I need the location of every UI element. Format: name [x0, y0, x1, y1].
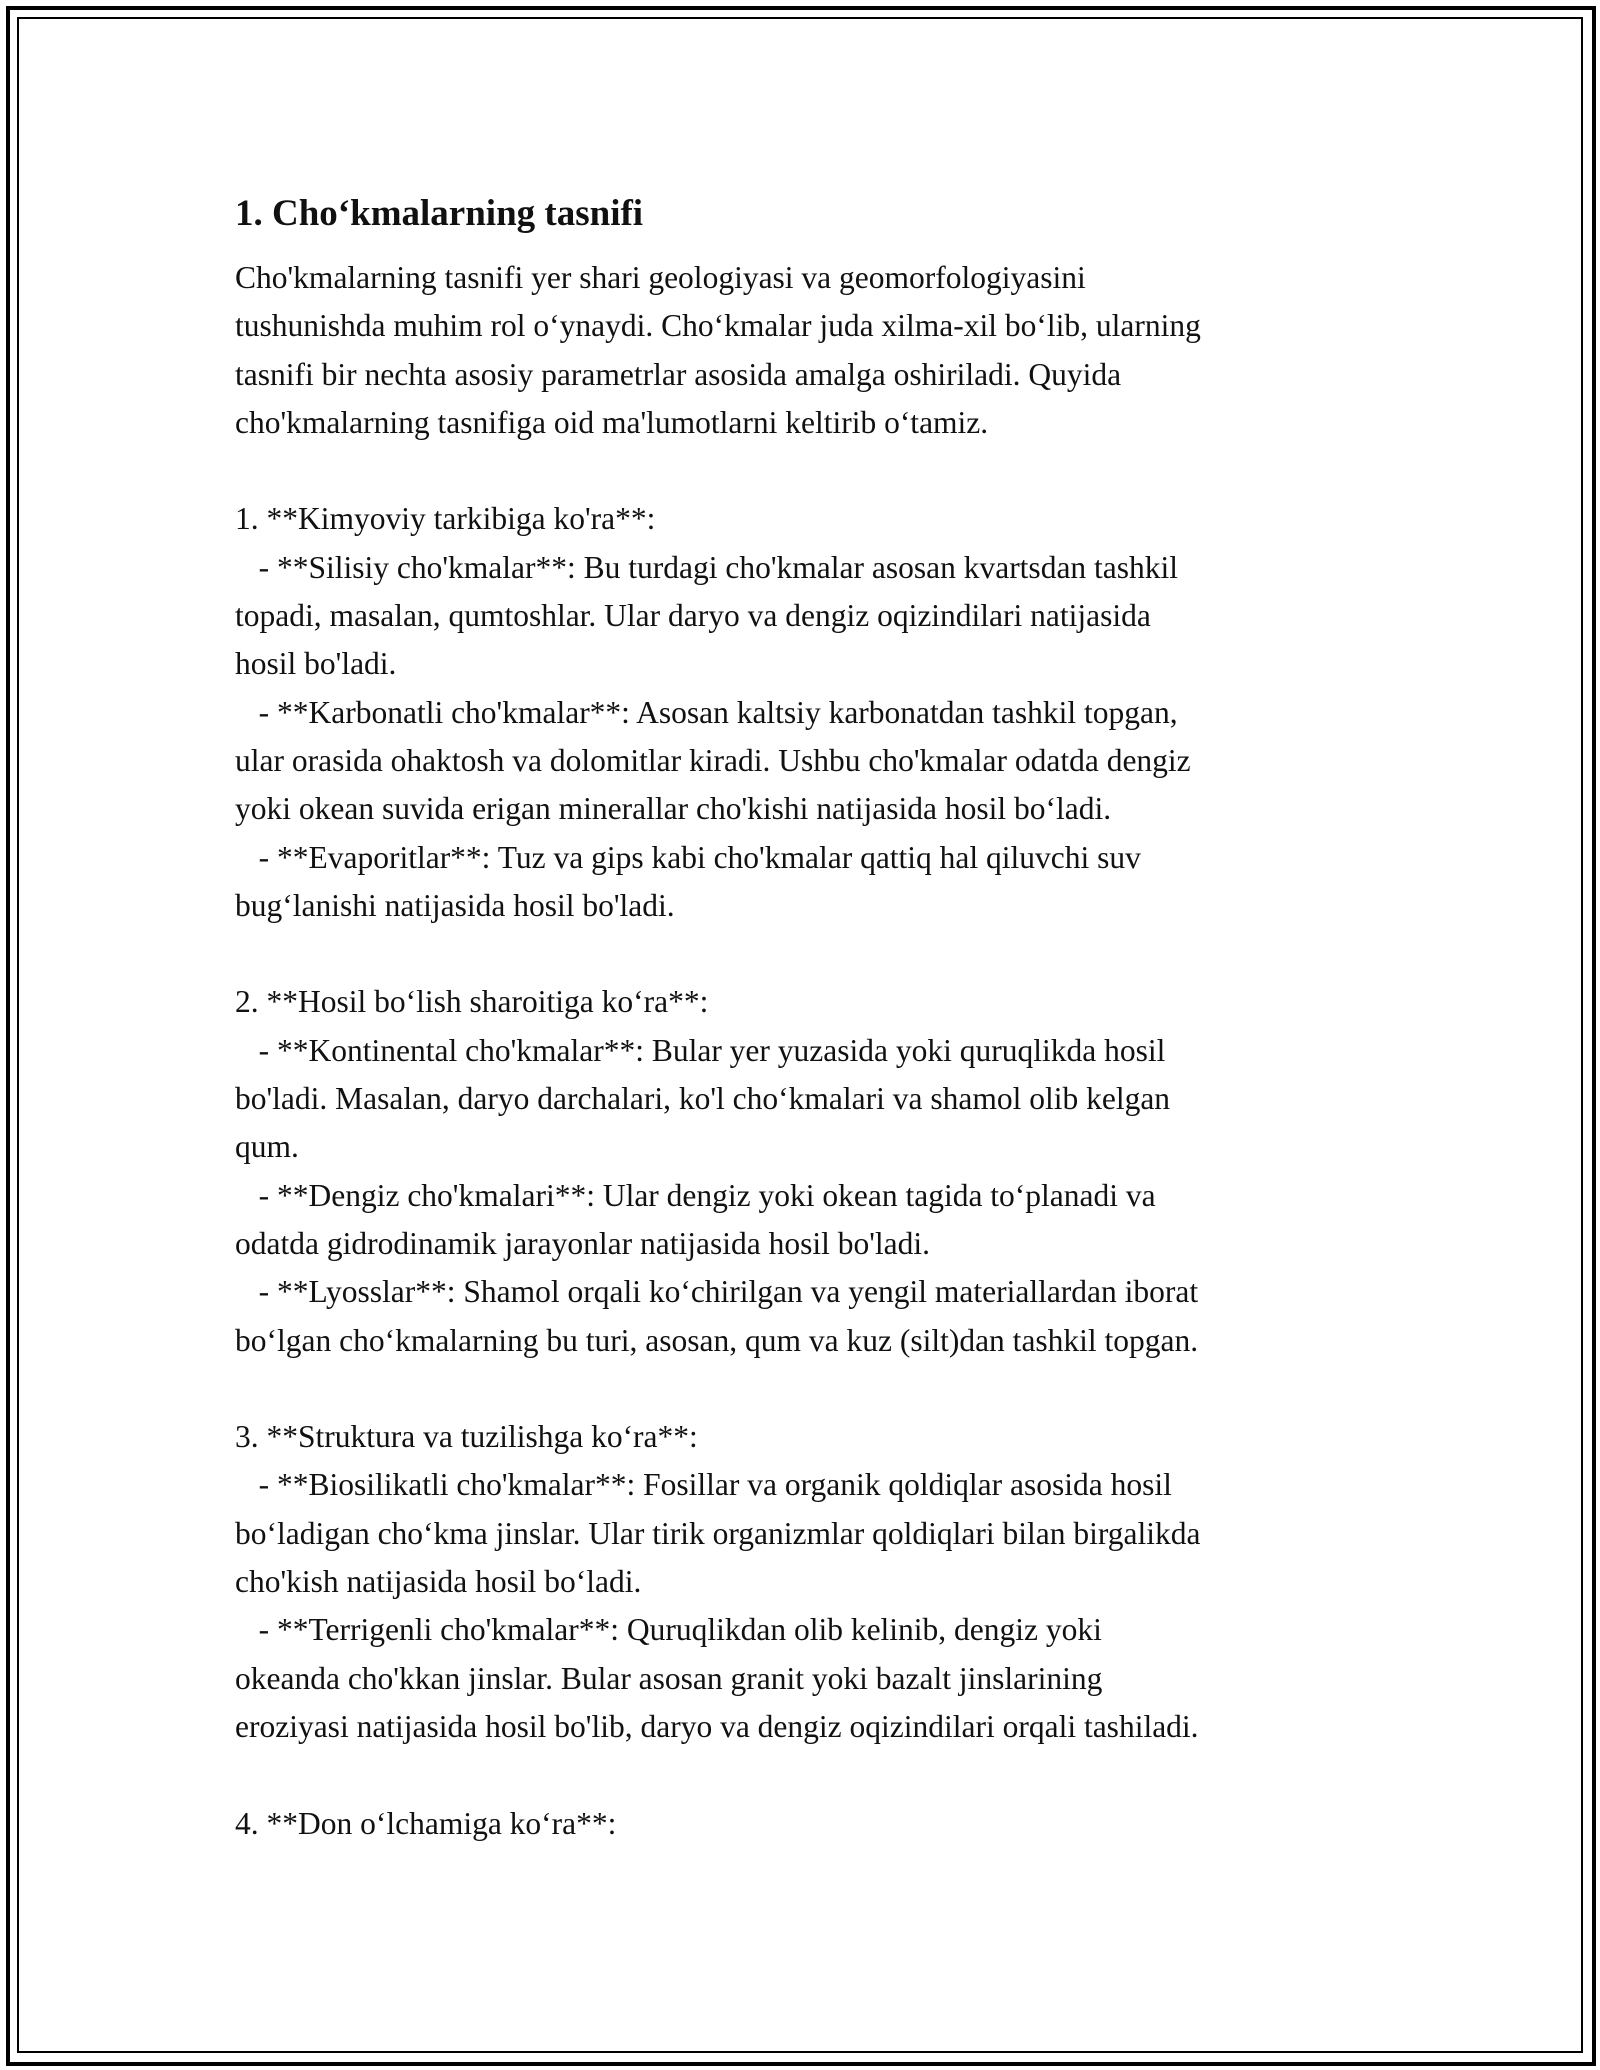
document-body — [235, 254, 1385, 1848]
section-line: hosil bo'ladi. — [235, 646, 397, 682]
section-line: bo‘lgan cho‘kmalarning bu turi, asosan, qum va kuz (silt)dan tashkil topgan. — [235, 1322, 1199, 1358]
section-heading: 3. **Struktura va tuzilishga ko‘ra**: — [235, 1419, 698, 1455]
section-line: - **Karbonatli cho'kmalar**: Asosan kaltsiy karbonatdan tashkil topgan, — [235, 694, 1178, 730]
section-line: - **Dengiz cho'kmalari**: Ular dengiz yoki okean tagida to‘planadi va — [235, 1177, 1156, 1213]
section-line: qum. — [235, 1129, 299, 1165]
section-structure — [235, 1413, 1385, 1751]
section-line: - **Terrigenli cho'kmalar**: Quruqlikdan olib kelinib, dengiz yoki — [235, 1612, 1102, 1648]
intro-line: Cho'kmalarning tasnifi yer shari geologiyasi va geomorfologiyasini — [235, 260, 1086, 295]
section-chemical-composition — [235, 495, 1385, 930]
section-line: odatda gidrodinamik jarayonlar natijasida hosil bo'ladi. — [235, 1225, 930, 1261]
section-line: okeanda cho'kkan jinslar. Bular asosan granit yoki bazalt jinslarining — [235, 1660, 1103, 1696]
intro-line: cho'kmalarning tasnifiga oid ma'lumotlarni keltirib o‘tamiz. — [235, 404, 989, 440]
intro-line: tushunishda muhim rol o‘ynaydi. Cho‘kmalar juda xilma-xil bo‘lib, ularning — [235, 308, 1201, 344]
paragraph-gap — [235, 1365, 1385, 1413]
section-line: - **Biosilikatli cho'kmalar**: Fosillar va organik qoldiqlar asosida hosil — [235, 1467, 1172, 1503]
section-line: eroziyasi natijasida hosil bo'lib, daryo va dengiz oqizindilari orqali tashiladi. — [235, 1708, 1199, 1744]
section-formation-conditions — [235, 978, 1385, 1364]
section-line: - **Kontinental cho'kmalar**: Bular yer yuzasida yoki quruqlikda hosil — [235, 1032, 1166, 1068]
section-line: bug‘lanishi natijasida hosil bo'ladi. — [235, 887, 675, 923]
intro-paragraph — [235, 254, 1385, 447]
section-line: bo‘ladigan cho‘kma jinslar. Ular tirik organizmlar qoldiqlari bilan birgalikda — [235, 1515, 1201, 1551]
section-line: bo'ladi. Masalan, daryo darchalari, ko'l cho‘kmalari va shamol olib kelgan — [235, 1081, 1171, 1117]
section-line: cho'kish natijasida hosil bo‘ladi. — [235, 1564, 642, 1600]
section-heading: 1. **Kimyoviy tarkibiga ko'ra**: — [235, 501, 656, 537]
section-line: topadi, masalan, qumtoshlar. Ular daryo va dengiz oqizindilari natijasida — [235, 598, 1151, 634]
paragraph-gap — [235, 930, 1385, 978]
section-line: ular orasida ohaktosh va dolomitlar kiradi. Ushbu cho'kmalar odatda dengiz — [235, 742, 1191, 778]
paragraph-gap — [235, 447, 1385, 495]
paragraph-gap — [235, 1751, 1385, 1799]
section-grain-size — [235, 1800, 1385, 1848]
section-line: - **Evaporitlar**: Tuz va gips kabi cho'kmalar qattiq hal qiluvchi suv — [235, 839, 1141, 875]
document-title: 1. Cho‘kmalarning tasnifi — [235, 193, 644, 234]
section-heading: 4. **Don o‘lchamiga ko‘ra**: — [235, 1805, 617, 1841]
document-content — [235, 184, 1385, 1848]
section-line: yoki okean suvida erigan minerallar cho'kishi natijasida hosil bo‘ladi. — [235, 791, 1112, 827]
section-heading: 2. **Hosil bo‘lish sharoitiga ko‘ra**: — [235, 984, 709, 1020]
section-line: - **Silisiy cho'kmalar**: Bu turdagi cho'kmalar asosan kvartsdan tashkil — [235, 549, 1179, 585]
section-line: - **Lyosslar**: Shamol orqali ko‘chirilgan va yengil materiallardan iborat — [235, 1274, 1199, 1310]
intro-line: tasnifi bir nechta asosiy parametrlar asosida amalga oshiriladi. Quyida — [235, 356, 1122, 392]
